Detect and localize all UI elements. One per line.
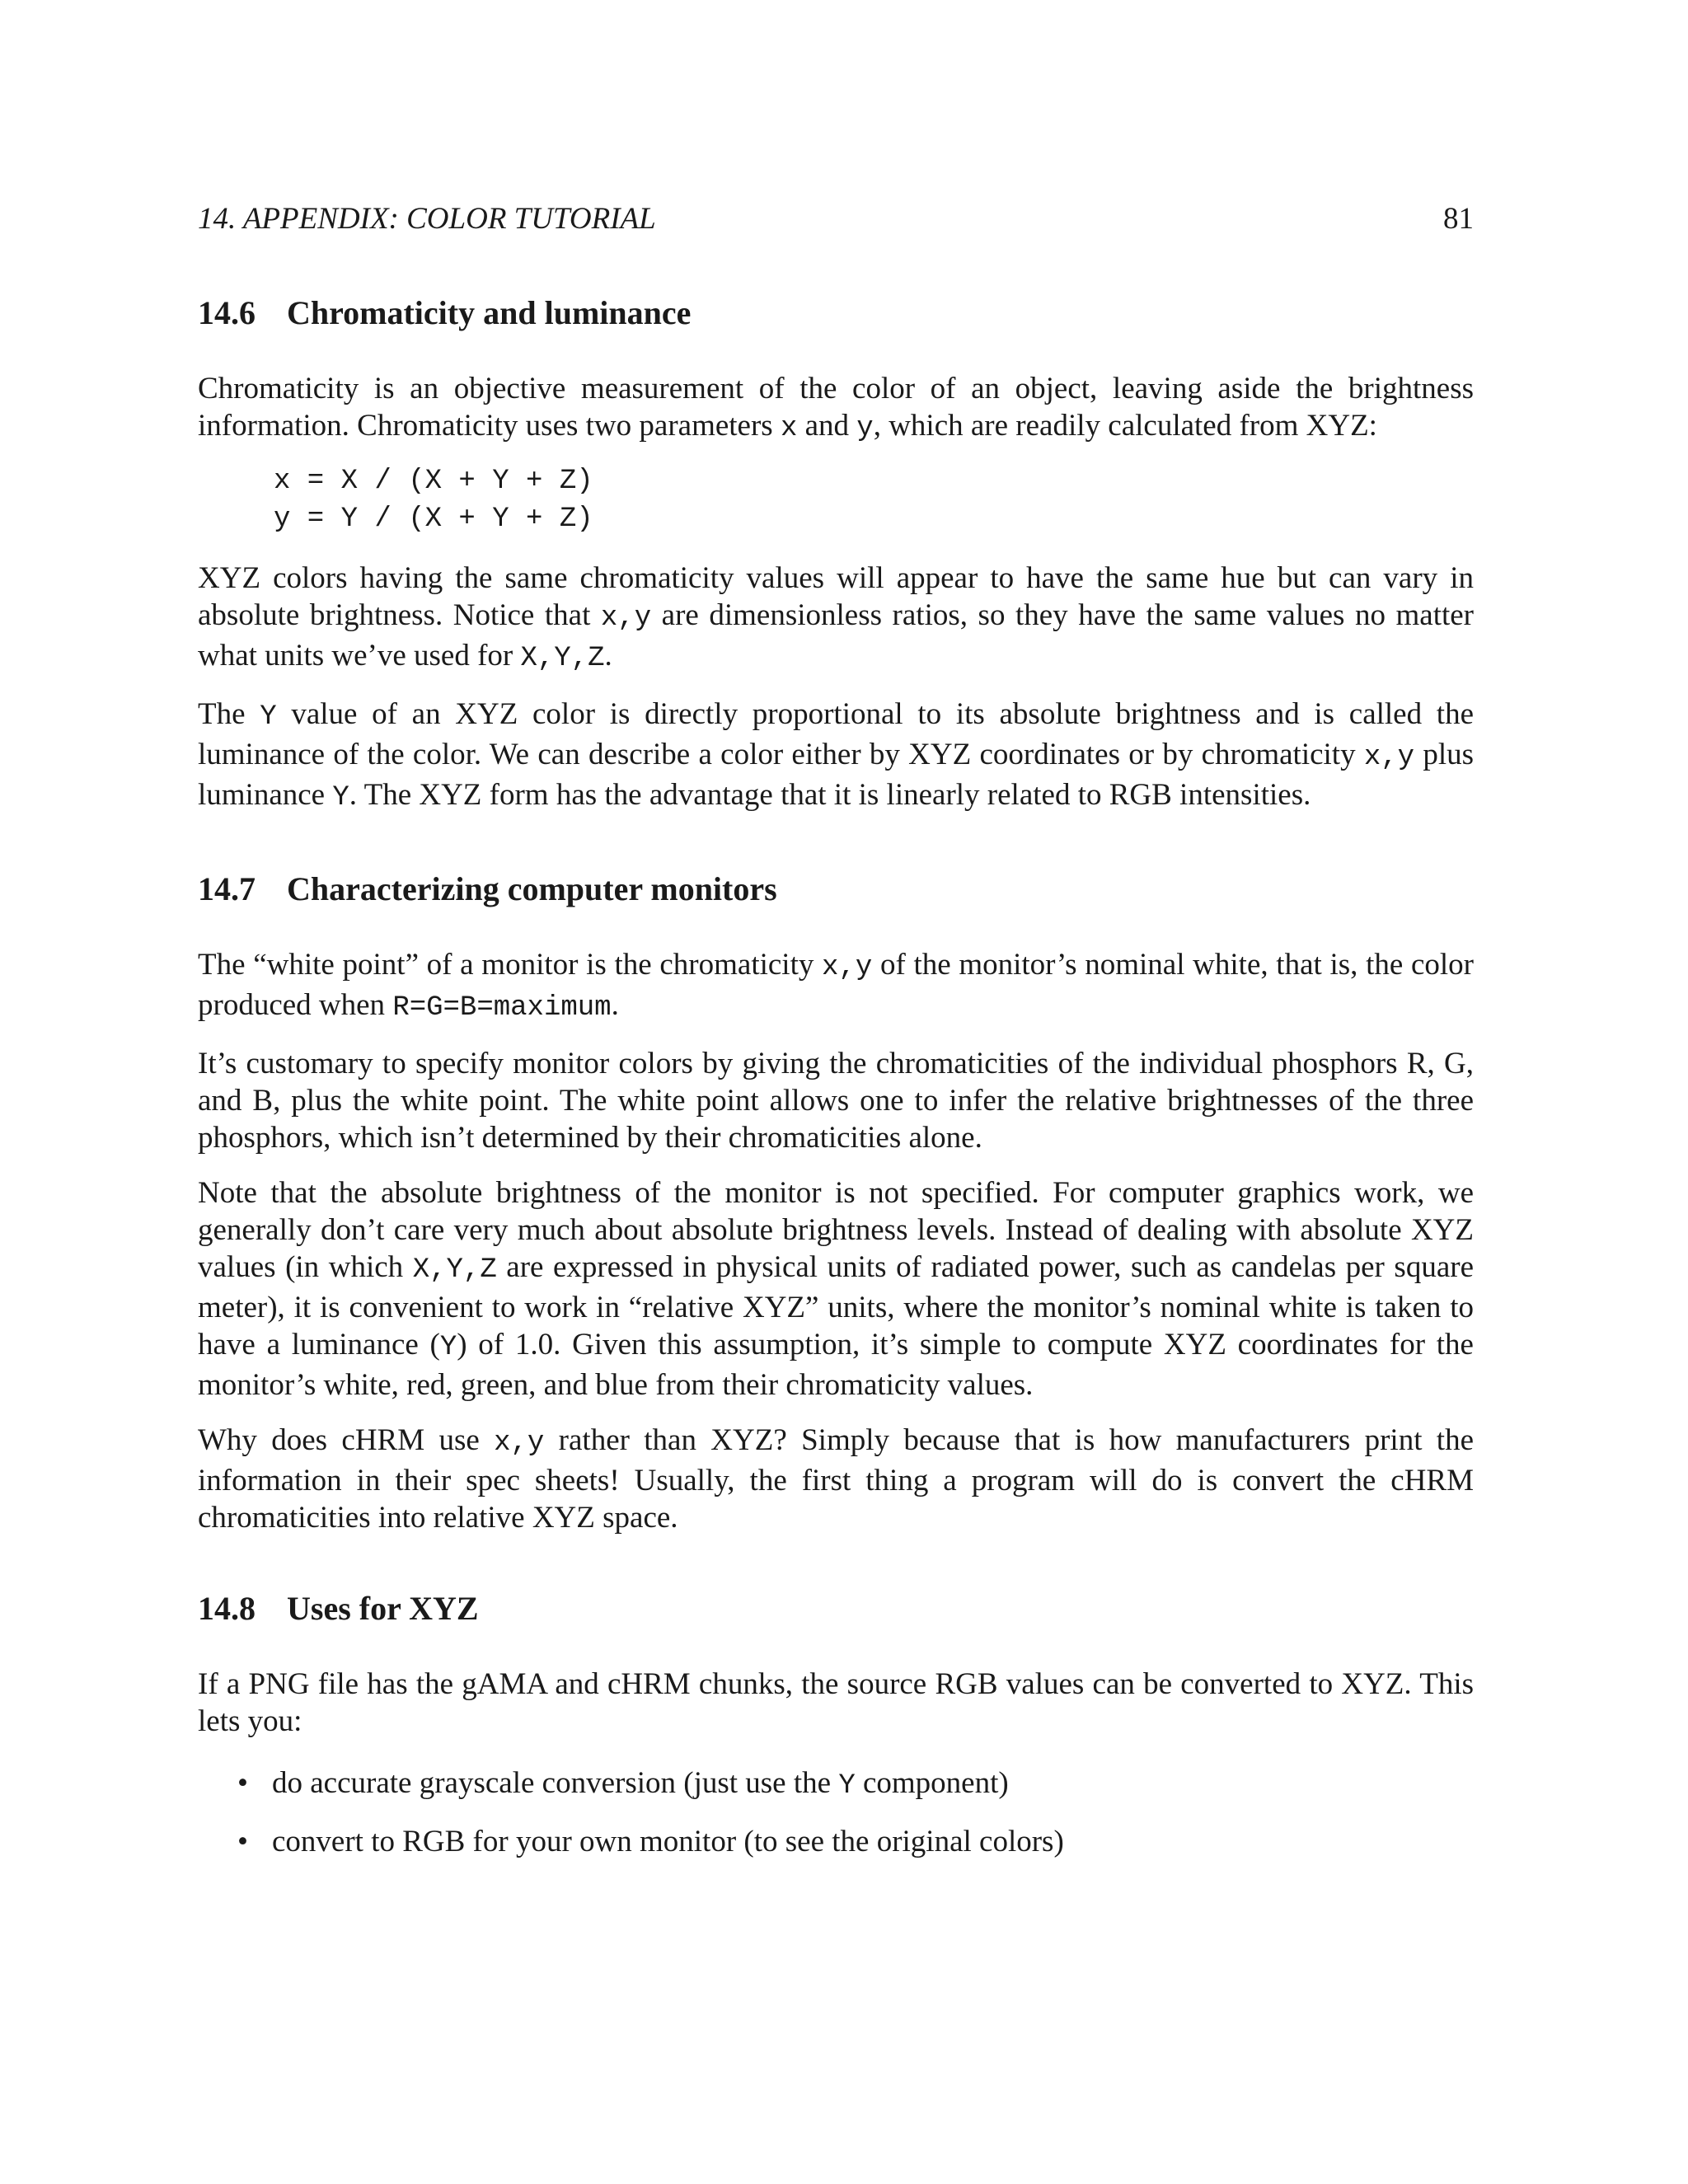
bullet-list <box>198 1765 1474 1860</box>
text-run: do accurate grayscale conversion (just use the <box>272 1766 839 1800</box>
section-number: 14.8 <box>198 1590 256 1627</box>
text-run: are dimensionless ratios, so they have the same values no matter what units we’ve used for <box>198 598 1474 673</box>
code-run: Y <box>332 782 349 813</box>
paragraph <box>198 1174 1474 1404</box>
code-run: Y <box>260 701 277 733</box>
text-run: Why does cHRM use <box>198 1423 495 1457</box>
text-run: rather than XYZ? Simply because that is how manufacturers print the information in their spec sheets! Usually, the first thing a program will do is convert the cHRM chromaticities into relative XYZ space. <box>198 1423 1475 1535</box>
section-number: 14.7 <box>198 870 256 907</box>
text-run: , which are readily calculated from XYZ: <box>873 409 1377 443</box>
text-run: . The XYZ form has the advantage that it is linearly related to RGB intensities. <box>349 778 1311 812</box>
page-number: 81 <box>1443 202 1474 236</box>
list-item <box>198 1823 1474 1860</box>
code-run: X,Y,Z <box>520 643 605 674</box>
section-number: 14.6 <box>198 294 256 331</box>
paragraph <box>198 560 1474 677</box>
text-run: of the monitor’s nominal white, that is, the color produced when <box>198 948 1474 1022</box>
text-run: are expressed in physical units of radiated power, such as candelas per square meter), it is convenient to work in “relative XYZ” units, where the monitor’s nominal white is taken to have a luminance ( <box>198 1250 1474 1361</box>
text-run: ) of 1.0. Given this assumption, it’s simple to compute XYZ coordinates for the monitor’s white, red, green, and blue from their chromaticity values. <box>198 1328 1474 1402</box>
section-heading-14-8 <box>198 1586 1474 1632</box>
section-heading-14-6 <box>198 290 1474 336</box>
code-run: x <box>780 413 798 444</box>
code-run: X,Y,Z <box>412 1254 497 1286</box>
document-page <box>198 196 1474 1860</box>
code-run: x,y <box>494 1427 545 1459</box>
section-title: Characterizing computer monitors <box>287 870 777 907</box>
paragraph <box>198 946 1474 1027</box>
text-run: convert to RGB for your own monitor (to see the original colors) <box>272 1825 1064 1858</box>
text-run: and <box>797 409 857 443</box>
text-run: value of an XYZ color is directly proportional to its absolute brightness and is called the luminance of the color. We can describe a color either by XYZ coordinates or by chromaticity <box>198 697 1474 771</box>
section-heading-14-7 <box>198 866 1474 912</box>
paragraph <box>198 1422 1474 1536</box>
text-run: . <box>611 988 619 1022</box>
code-run: y <box>856 413 874 444</box>
paragraph: If a PNG file has the gAMA and cHRM chunks, the source RGB values can be converted to XYZ. This lets you: <box>198 1667 1474 1738</box>
paragraph <box>198 370 1474 448</box>
text-run: . <box>604 639 612 673</box>
text-run: Note that the absolute brightness of the monitor is not specified. For computer graphics work, we generally don’t care very much about absolute brightness levels. Instead of dealing with absolute XYZ values (in which <box>198 1176 1474 1284</box>
list-item <box>198 1765 1474 1805</box>
paragraph: It’s customary to specify monitor colors by giving the chromaticities of the individual phosphors R, G, and B, plus the white point. The white point allows one to infer the relative brightnesses of the three phosphors, which isn’t determined by their chromaticities alone. <box>198 1047 1474 1155</box>
section-title: Uses for XYZ <box>287 1590 479 1627</box>
formula-line: x = X / (X + Y + Z) <box>274 466 593 497</box>
code-run: x,y <box>600 602 652 634</box>
bullet-icon: • <box>237 1825 248 1858</box>
text-run: The “white point” of a monitor is the chromaticity <box>198 948 823 982</box>
code-run: x,y <box>822 952 873 983</box>
text-run: The <box>198 697 260 731</box>
text-run: Chromaticity is an objective measurement of the color of an object, leaving aside the brightness information. Chromaticity uses two parameters <box>198 372 1474 443</box>
running-title: 14. APPENDIX: COLOR TUTORIAL <box>198 202 656 236</box>
formula-block <box>198 462 1474 538</box>
code-run: R=G=B=maximum <box>392 992 612 1024</box>
text-run: XYZ colors having the same chromaticity values will appear to have the same hue but can vary in absolute brightness. Notice that <box>198 561 1474 632</box>
text-run: component) <box>855 1766 1009 1800</box>
text-run: plus luminance <box>198 738 1474 812</box>
code-run: x,y <box>1363 742 1415 773</box>
code-run: Y <box>439 1332 457 1363</box>
running-header <box>198 196 1474 242</box>
paragraph <box>198 696 1474 817</box>
bullet-icon: • <box>237 1766 248 1800</box>
section-title: Chromaticity and luminance <box>287 294 692 331</box>
formula-line: y = Y / (X + Y + Z) <box>274 504 593 535</box>
code-run: Y <box>838 1770 856 1802</box>
